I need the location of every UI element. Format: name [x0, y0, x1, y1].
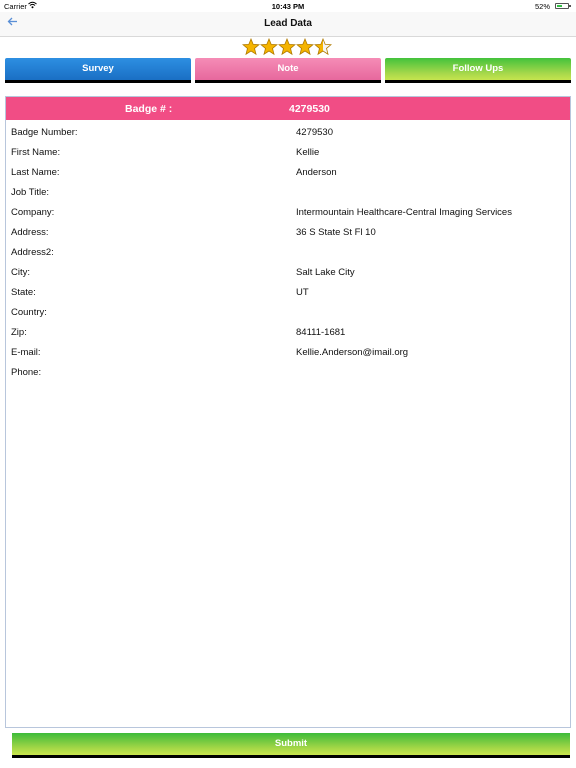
badge-header: [6, 97, 570, 120]
field-row-first-name: [6, 144, 570, 164]
battery-icon: [555, 3, 569, 9]
lead-details-card: [5, 96, 571, 728]
field-label: Address2:: [11, 247, 54, 258]
tab-note[interactable]: Note: [195, 58, 381, 83]
field-label: Last Name:: [11, 167, 60, 178]
star-icon[interactable]: [242, 38, 260, 56]
star-icon[interactable]: [314, 38, 332, 56]
field-value: 36 S State St Fl 10: [296, 227, 376, 238]
tab-bar: [5, 58, 571, 83]
page-title: Lead Data: [264, 18, 312, 29]
field-label: Address:: [11, 227, 49, 238]
field-label: First Name:: [11, 147, 61, 158]
tab-follow-ups[interactable]: Follow Ups: [385, 58, 571, 83]
field-value: 4279530: [296, 127, 333, 138]
field-value: Anderson: [296, 167, 337, 178]
badge-header-value: 4279530: [289, 103, 330, 115]
star-icon[interactable]: [260, 38, 278, 56]
field-row-zip: [6, 324, 570, 344]
field-label: Zip:: [11, 327, 27, 338]
tab-survey[interactable]: Survey: [5, 58, 191, 83]
field-row-job-title: [6, 184, 570, 204]
submit-button[interactable]: Submit: [12, 733, 570, 758]
field-value: UT: [296, 287, 309, 298]
field-value: Intermountain Healthcare-Central Imaging Services: [296, 207, 512, 218]
field-label: Phone:: [11, 367, 42, 378]
field-row-state: [6, 284, 570, 304]
field-label: Job Title:: [11, 187, 50, 198]
lead-fields-list: [6, 124, 570, 384]
star-icon[interactable]: [296, 38, 314, 56]
field-label: City:: [11, 267, 30, 278]
field-label: E-mail:: [11, 347, 41, 358]
badge-header-label: Badge # :: [125, 103, 173, 115]
status-bar: [0, 0, 576, 12]
field-label: Country:: [11, 307, 47, 318]
field-row-email: [6, 344, 570, 364]
navigation-bar: [0, 12, 576, 37]
field-label: Company:: [11, 207, 55, 218]
field-row-country: [6, 304, 570, 324]
star-rating[interactable]: [242, 38, 332, 56]
field-value: Salt Lake City: [296, 267, 355, 278]
field-row-company: [6, 204, 570, 224]
star-icon[interactable]: [278, 38, 296, 56]
field-row-address2: [6, 244, 570, 264]
carrier-label: Carrier: [4, 2, 27, 11]
field-value: Kellie: [296, 147, 320, 158]
field-label: State:: [11, 287, 36, 298]
field-row-last-name: [6, 164, 570, 184]
field-value: Kellie.Anderson@imail.org: [296, 347, 409, 358]
field-row-address: [6, 224, 570, 244]
field-row-city: [6, 264, 570, 284]
battery-percent: 52%: [534, 2, 550, 11]
field-row-phone: [6, 364, 570, 384]
field-value: 84111-1681: [296, 327, 346, 338]
clock: 10:43 PM: [271, 2, 305, 11]
field-row-badge-number: [6, 124, 570, 144]
field-label: Badge Number:: [11, 127, 78, 138]
